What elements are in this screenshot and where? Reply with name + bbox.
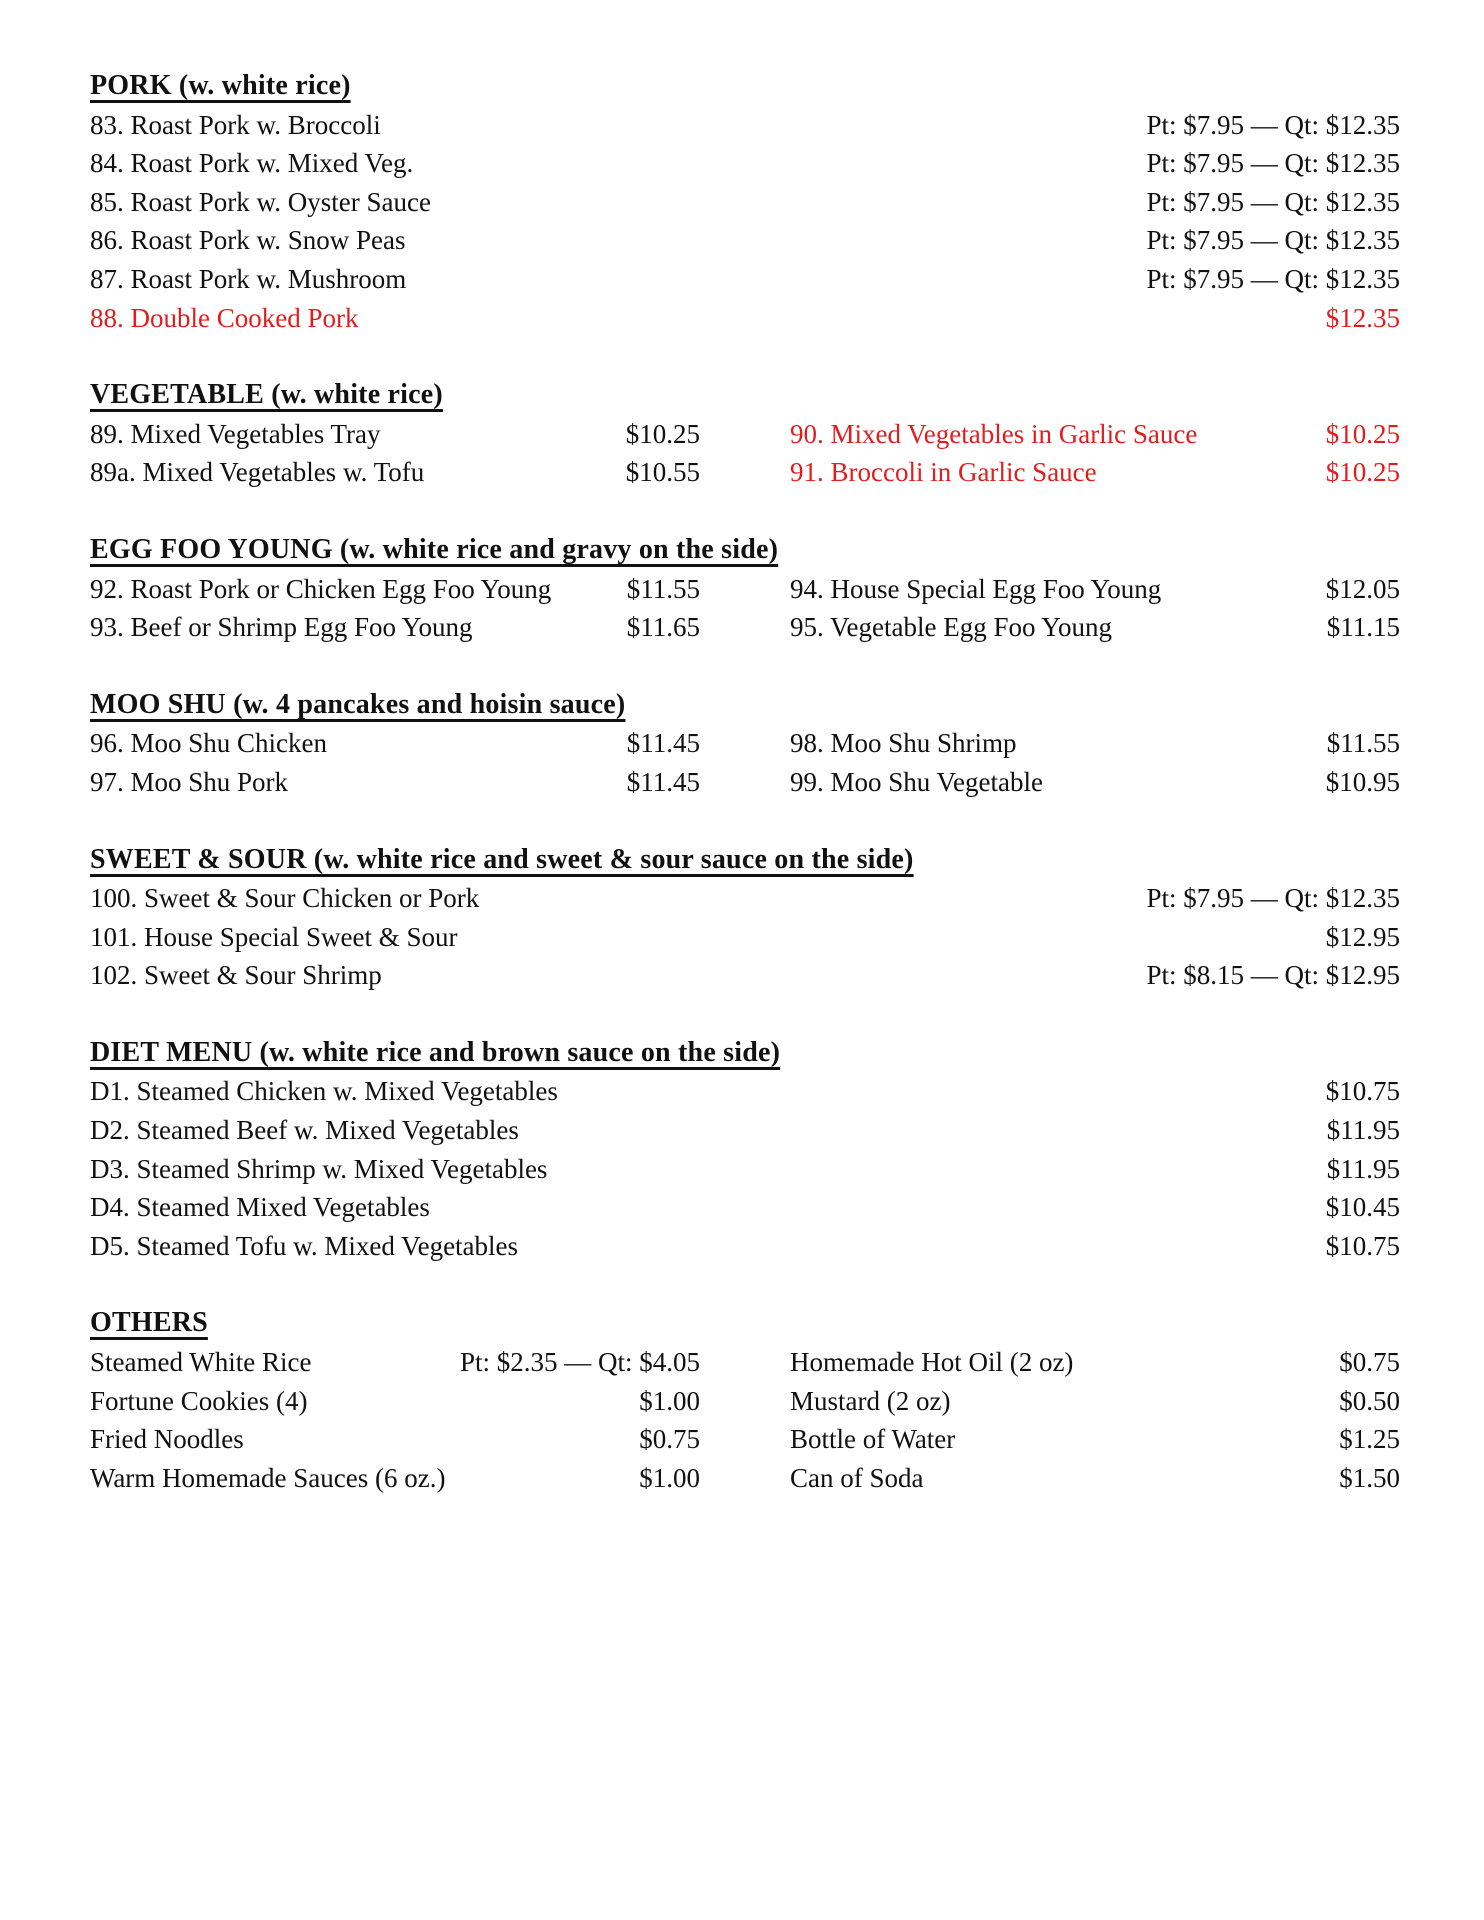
menu-item-row (90, 1188, 1400, 1227)
menu-item-row (90, 918, 1400, 957)
item-price: Pt: $7.95 — Qt: $12.35 (1146, 225, 1400, 256)
item-name: Warm Homemade Sauces (6 oz.) (90, 1462, 446, 1493)
menu-item (790, 570, 1400, 609)
menu-item (90, 1420, 700, 1459)
item-name: 91. Broccoli in Garlic Sauce (790, 457, 1097, 488)
menu-item (790, 415, 1400, 454)
item-name: Can of Soda (790, 1462, 924, 1493)
menu-item-row (90, 1459, 1400, 1498)
menu-item-row (90, 956, 1400, 995)
item-price: $11.55 (626, 573, 700, 604)
item-price: Pt: $7.95 — Qt: $12.35 (1146, 109, 1400, 140)
menu-item-row (90, 221, 1400, 260)
item-name: 88. Double Cooked Pork (90, 302, 359, 333)
menu-item (90, 724, 700, 763)
menu-item (90, 763, 700, 802)
menu-item (90, 453, 700, 492)
item-name: 99. Moo Shu Vegetable (790, 766, 1043, 797)
item-price: $1.00 (639, 1385, 700, 1416)
item-name: Fortune Cookies (4) (90, 1385, 308, 1416)
item-price: $10.95 (1325, 766, 1400, 797)
item-name: Fried Noodles (90, 1424, 244, 1455)
section-title: MOO SHU (w. 4 pancakes and hoisin sauce) (90, 688, 626, 720)
item-name: 95. Vegetable Egg Foo Young (790, 612, 1113, 643)
menu-item-row (90, 183, 1400, 222)
item-price: $1.50 (1339, 1462, 1400, 1493)
item-name: 94. House Special Egg Foo Young (790, 573, 1162, 604)
menu-item-row (90, 1072, 1400, 1111)
menu-item (790, 1343, 1400, 1382)
item-price: $11.95 (1326, 1115, 1400, 1146)
menu-section (90, 1034, 1400, 1266)
item-name: 96. Moo Shu Chicken (90, 728, 328, 759)
menu-item-row (90, 1150, 1400, 1189)
item-price: Pt: $7.95 — Qt: $12.35 (1146, 883, 1400, 914)
item-name: 97. Moo Shu Pork (90, 766, 289, 797)
menu-item-row (90, 1343, 1400, 1382)
section-title: VEGETABLE (w. white rice) (90, 379, 443, 411)
menu-item-row (90, 763, 1400, 802)
item-name: D1. Steamed Chicken w. Mixed Vegetables (90, 1076, 558, 1107)
item-price: $10.75 (1325, 1230, 1400, 1261)
menu-section (90, 1304, 1400, 1497)
menu-item (790, 724, 1400, 763)
menu-item-row (90, 106, 1400, 145)
menu-item (90, 570, 700, 609)
item-price: $12.05 (1325, 573, 1400, 604)
item-name: 101. House Special Sweet & Sour (90, 921, 458, 952)
menu-section (90, 376, 1400, 492)
menu-item-row (90, 724, 1400, 763)
item-price: $11.95 (1326, 1153, 1400, 1184)
item-name: 83. Roast Pork w. Broccoli (90, 109, 381, 140)
menu-item (790, 763, 1400, 802)
item-name: 90. Mixed Vegetables in Garlic Sauce (790, 418, 1198, 449)
item-name: 86. Roast Pork w. Snow Peas (90, 225, 406, 256)
item-name: 89. Mixed Vegetables Tray (90, 418, 381, 449)
section-title: DIET MENU (w. white rice and brown sauce on the side) (90, 1036, 781, 1068)
item-price: $12.35 (1325, 302, 1400, 333)
item-name: Steamed White Rice (90, 1347, 312, 1378)
item-name: D2. Steamed Beef w. Mixed Vegetables (90, 1115, 519, 1146)
menu-section (90, 841, 1400, 995)
item-name: 89a. Mixed Vegetables w. Tofu (90, 457, 425, 488)
menu-section (90, 67, 1400, 337)
menu-item-row (90, 415, 1400, 454)
item-price: Pt: $7.95 — Qt: $12.35 (1146, 263, 1400, 294)
menu-item (790, 1382, 1400, 1421)
item-price: $10.75 (1325, 1076, 1400, 1107)
item-name: 87. Roast Pork w. Mushroom (90, 263, 407, 294)
item-name: 92. Roast Pork or Chicken Egg Foo Young (90, 573, 552, 604)
item-price: $12.95 (1325, 921, 1400, 952)
item-name: 84. Roast Pork w. Mixed Veg. (90, 148, 414, 179)
item-price: $1.00 (639, 1462, 700, 1493)
menu-section (90, 531, 1400, 647)
item-name: 93. Beef or Shrimp Egg Foo Young (90, 612, 473, 643)
item-price: $10.45 (1325, 1192, 1400, 1223)
menu-item (90, 415, 700, 454)
item-price: $0.75 (639, 1424, 700, 1455)
item-name: 85. Roast Pork w. Oyster Sauce (90, 186, 431, 217)
item-price: $11.65 (626, 612, 700, 643)
item-price: $10.25 (1325, 457, 1400, 488)
menu-item (790, 608, 1400, 647)
item-price: $11.55 (1326, 728, 1400, 759)
menu-item-row (90, 299, 1400, 338)
item-price: $10.55 (625, 457, 700, 488)
menu-item (90, 1382, 700, 1421)
menu-item-row (90, 144, 1400, 183)
item-price: $10.25 (1325, 418, 1400, 449)
item-price: $0.75 (1339, 1347, 1400, 1378)
menu-item (90, 608, 700, 647)
menu-item-row (90, 1227, 1400, 1266)
item-name: D4. Steamed Mixed Vegetables (90, 1192, 430, 1223)
item-name: 100. Sweet & Sour Chicken or Pork (90, 883, 480, 914)
item-price: $0.50 (1339, 1385, 1400, 1416)
item-name: 98. Moo Shu Shrimp (790, 728, 1017, 759)
item-price: $11.15 (1326, 612, 1400, 643)
item-price: Pt: $7.95 — Qt: $12.35 (1146, 186, 1400, 217)
menu-item (790, 1420, 1400, 1459)
item-price: $1.25 (1339, 1424, 1400, 1455)
menu-item-row (90, 453, 1400, 492)
section-title: SWEET & SOUR (w. white rice and sweet & sour sauce on the side) (90, 843, 914, 875)
item-name: D3. Steamed Shrimp w. Mixed Vegetables (90, 1153, 548, 1184)
item-price: Pt: $7.95 — Qt: $12.35 (1146, 148, 1400, 179)
menu-item-row (90, 879, 1400, 918)
menu-section (90, 686, 1400, 802)
item-name: Mustard (2 oz) (790, 1385, 951, 1416)
menu-item-row (90, 260, 1400, 299)
menu-item-row (90, 608, 1400, 647)
item-name: Bottle of Water (790, 1424, 956, 1455)
menu-item-row (90, 1111, 1400, 1150)
item-name: Homemade Hot Oil (2 oz) (790, 1347, 1074, 1378)
item-price: $10.25 (625, 418, 700, 449)
menu-item-row (90, 570, 1400, 609)
menu-item (790, 453, 1400, 492)
section-title: PORK (w. white rice) (90, 70, 351, 101)
item-name: D5. Steamed Tofu w. Mixed Vegetables (90, 1230, 519, 1261)
menu-item-row (90, 1382, 1400, 1421)
section-title: EGG FOO YOUNG (w. white rice and gravy on the side) (90, 533, 779, 565)
menu-item (90, 1459, 700, 1498)
section-title: OTHERS (90, 1307, 208, 1339)
menu-item-row (90, 1420, 1400, 1459)
menu-item (90, 1343, 700, 1382)
item-price: $11.45 (626, 766, 700, 797)
menu-item (790, 1459, 1400, 1498)
item-price: $11.45 (626, 728, 700, 759)
item-price: Pt: $8.15 — Qt: $12.95 (1146, 960, 1400, 991)
item-name: 102. Sweet & Sour Shrimp (90, 960, 382, 991)
item-price: Pt: $2.35 — Qt: $4.05 (459, 1347, 700, 1378)
